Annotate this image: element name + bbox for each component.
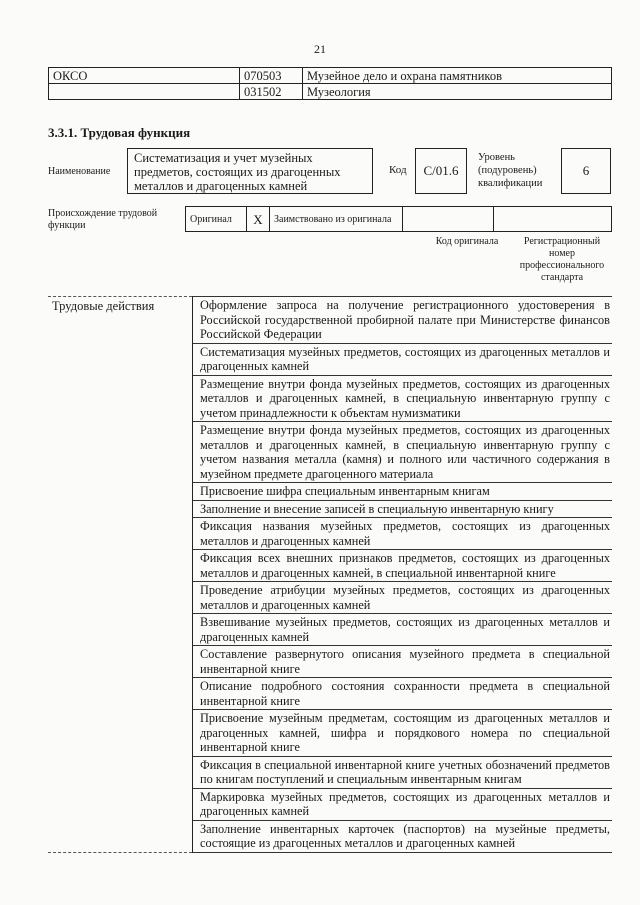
name-label: Наименование [48, 166, 111, 177]
function-code: C/01.6 [415, 148, 467, 194]
labor-action-item: Присвоение шифра специальным инвентарным книгам [193, 483, 613, 501]
labor-action-item: Заполнение и внесение записей в специальную инвентарную книгу [193, 500, 613, 518]
labor-action-item: Маркировка музейных предметов, состоящих из драгоценных металлов и драгоценных камней [193, 788, 613, 820]
function-name: Систематизация и учет музейных предметов, состоящих из драгоценных металлов и драгоценных камней [127, 148, 373, 194]
labor-action-item: Фиксация названия музейных предметов, состоящих из драгоценных металлов и драгоценных камней [193, 518, 613, 550]
table-row [48, 297, 612, 344]
labor-action-item: Присвоение музейным предметам, состоящим из драгоценных металлов и драгоценных камней, шифра и порядкового номера по специальной инвентарной книге [193, 710, 613, 757]
labor-action-item: Размещение внутри фонда музейных предметов, состоящих из драгоценных металлов и драгоценных камней, в специальную инвентарную группу с учетом названия металла (камня) и полного или частичного содержания в музейном предмете драгоценного материала [193, 422, 613, 483]
okso-code: 070503 [240, 68, 303, 84]
labor-action-item: Составление развернутого описания музейного предмета в специальной инвентарной книге [193, 646, 613, 678]
table-row [49, 68, 612, 84]
labor-action-item: Взвешивание музейных предметов, состоящих из драгоценных металлов и драгоценных камней [193, 614, 613, 646]
section-title: 3.3.1. Трудовая функция [48, 125, 191, 140]
level-label: Уровень (подуровень) квалификации [478, 152, 543, 189]
table-row [186, 207, 612, 232]
labor-action-item: Заполнение инвентарных карточек (паспортов) на музейные предметы, состоящие из драгоценных металлов и драгоценных камней [193, 820, 613, 852]
code-original-label: Код оригинала [435, 236, 499, 247]
labor-action-item: Проведение атрибуции музейных предметов, состоящих из драгоценных металлов и драгоценных камней [193, 582, 613, 614]
reg-number-cell [494, 207, 612, 232]
original-label: Оригинал [186, 207, 247, 232]
okso-code: 031502 [240, 84, 303, 100]
okso-label [49, 84, 240, 100]
labor-action-item: Фиксация всех внешних признаков предметов, состоящих из драгоценных металлов и драгоценных камней, в специальной инвентарной книге [193, 550, 613, 582]
origin-label: Происхождение трудовой функции [48, 208, 158, 231]
okso-name: Музеология [303, 84, 612, 100]
page-number: 21 [314, 42, 326, 56]
labor-actions-heading: Трудовые действия [48, 297, 193, 853]
code-original-cell [403, 207, 494, 232]
labor-action-item: Размещение внутри фонда музейных предметов, состоящих из драгоценных металлов и драгоценных камней, в специальную инвентарную группу с учетом принадлежности к объектам нумизматики [193, 375, 613, 422]
okso-name: Музейное дело и охрана памятников [303, 68, 612, 84]
okso-label: ОКСО [49, 68, 240, 84]
origin-table [185, 206, 612, 232]
reg-number-label: Регистрационный номер профессионального стандарта [519, 236, 605, 283]
labor-action-item: Оформление запроса на получение регистрационного удостоверения в Российской государственной пробирной палате при Министерстве финансов Российской Федерации [193, 297, 613, 344]
original-mark: X [247, 207, 270, 232]
labor-action-item: Фиксация в специальной инвентарной книге учетных обозначений предметов по книгам поступлений и специальным инвентарным книгам [193, 756, 613, 788]
borrowed-label: Заимствовано из оригинала [270, 207, 403, 232]
okso-table [48, 67, 612, 100]
table-row [49, 84, 612, 100]
labor-actions-table [48, 296, 612, 853]
code-label: Код [389, 164, 407, 176]
labor-action-item: Систематизация музейных предметов, состоящих из драгоценных металлов и драгоценных камней [193, 343, 613, 375]
qualification-level: 6 [561, 148, 611, 194]
labor-action-item: Описание подробного состояния сохранности предмета в специальной инвентарной книге [193, 678, 613, 710]
